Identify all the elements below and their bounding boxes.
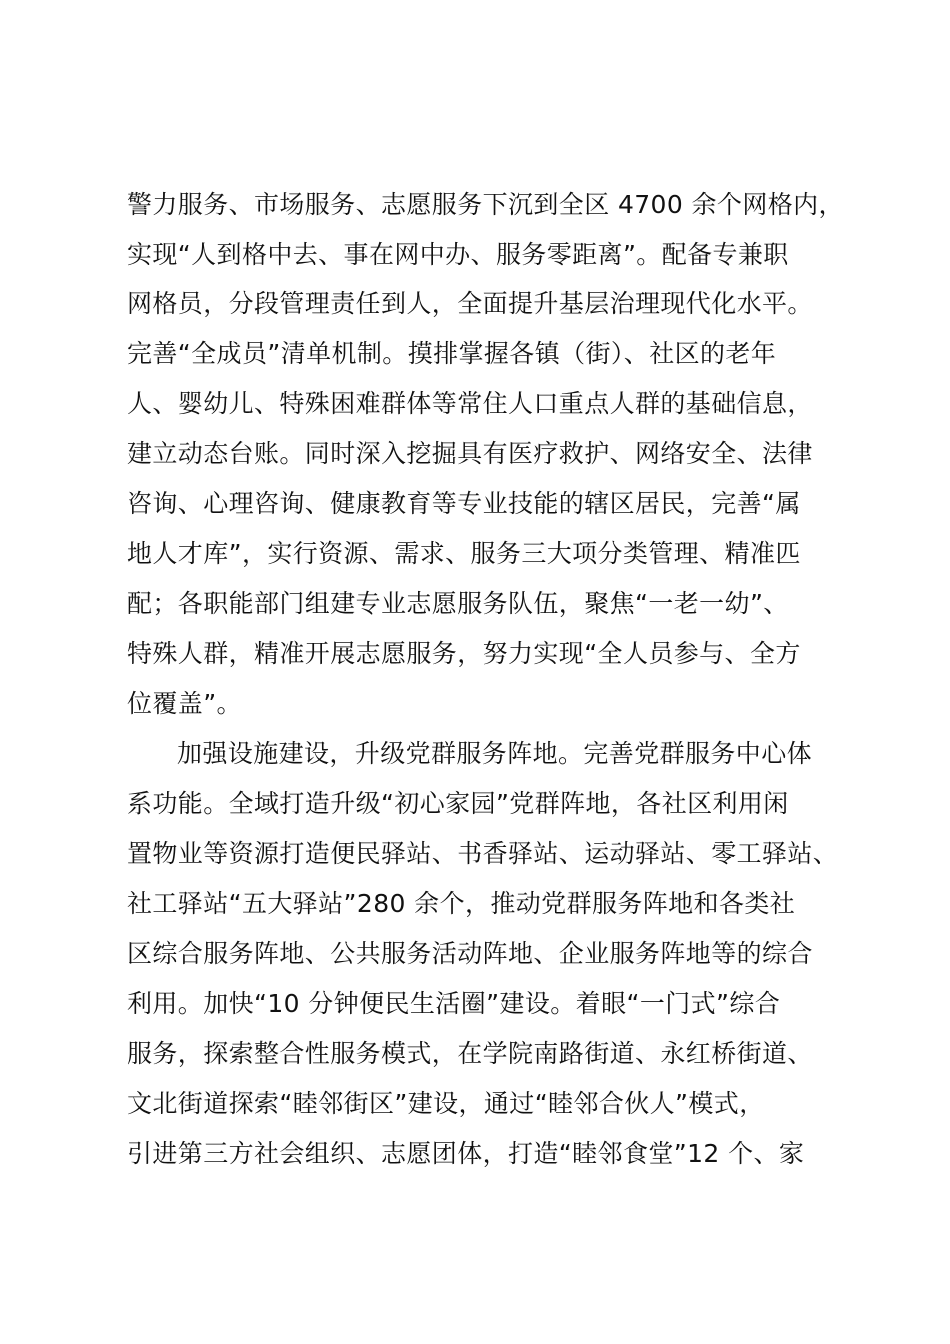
text-line: 完善“全成员”清单机制。摸排掌握各镇（街）、社区的老年 <box>127 339 777 368</box>
text-line: 区综合服务阵地、公共服务活动阵地、企业服务阵地等的综合 <box>127 939 813 968</box>
text-line: 特殊人群，精准开展志愿服务，努力实现“全人员参与、全方 <box>127 639 801 668</box>
text-line: 社工驿站“五大驿站”280 余个，推动党群服务阵地和各类社 <box>127 889 796 918</box>
text-line: 网格员，分段管理责任到人，全面提升基层治理现代化水平。 <box>127 289 813 318</box>
text-line: 咨询、心理咨询、健康教育等专业技能的辖区居民，完善“属 <box>127 489 801 518</box>
text-line: 警力服务、市场服务、志愿服务下沉到全区 4700 余个网格内， <box>127 190 844 219</box>
text-line: 系功能。全域打造升级“初心家园”党群阵地，各社区利用闲 <box>127 789 789 818</box>
text-line: 引进第三方社会组织、志愿团体，打造“睦邻食堂”12 个、家 <box>127 1139 805 1168</box>
paragraph-first-line: 加强设施建设，升级党群服务阵地。完善党群服务中心体 <box>177 739 813 768</box>
text-line: 配；各职能部门组建专业志愿服务队伍，聚焦“一老一幼”、 <box>127 589 789 618</box>
text-line: 人、婴幼儿、特殊困难群体等常住人口重点人群的基础信息， <box>127 389 813 418</box>
text-line: 位覆盖”。 <box>127 689 242 718</box>
text-line: 地人才库”，实行资源、需求、服务三大项分类管理、精准匹 <box>127 539 801 568</box>
text-line: 服务，探索整合性服务模式，在学院南路街道、永红桥街道、 <box>127 1039 813 1068</box>
text-line: 建立动态台账。同时深入挖掘具有医疗救护、网络安全、法律 <box>127 439 813 468</box>
text-line: 文北街道探索“睦邻街区”建设，通过“睦邻合伙人”模式， <box>127 1089 765 1118</box>
text-line: 实现“人到格中去、事在网中办、服务零距离”。配备专兼职 <box>127 240 789 269</box>
text-line: 利用。加快“10 分钟便民生活圈”建设。着眼“一门式”综合 <box>127 989 781 1018</box>
text-line: 置物业等资源打造便民驿站、书香驿站、运动驿站、零工驿站、 <box>127 839 839 868</box>
